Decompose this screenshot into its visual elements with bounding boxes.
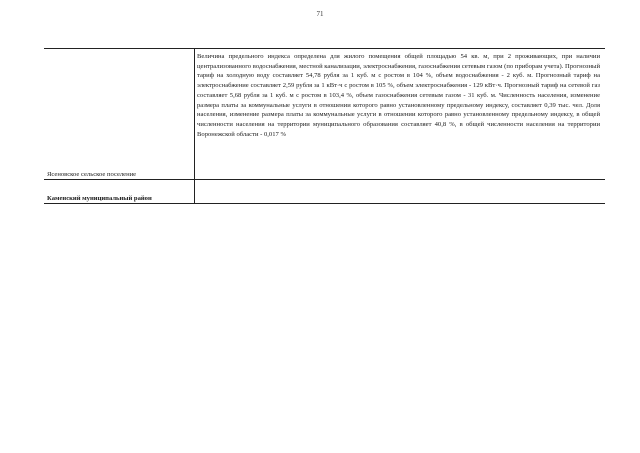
table-bottom-border [44, 203, 605, 204]
page-number: 71 [316, 10, 324, 18]
district-heading: Каменский муниципальный район [47, 195, 152, 202]
settlement-name: Ясеновское сельское поселение [47, 171, 137, 178]
tariff-table [44, 48, 605, 204]
table-top-border [44, 48, 605, 49]
row-separator [44, 179, 605, 180]
column-separator [194, 48, 195, 204]
tariff-description: Величина предельного индекса определена для жилого помещения общей площадью 54 кв. м, при 2 проживающих, при наличии централизованного водоснабжения, местной канализации, электроснабжения, газоснабжения сетевым газом (по приборам учета). Прогнозный тариф на холодную воду составляет 54,78 рубля за 1 куб. м с ростом в 104 %, объем водоснабжения - 2 куб. м. Прогнозный тариф на электроснабжение составляет 2,59 рубля за 1 кВт·ч с ростом в 105 %, объем электроснабжения - 129 кВт·ч. Прогнозный тариф на сетевой газ составляет 5,68 рубля за 1 куб. м с ростом в 103,4 %, объем газоснабжения сетевым газом - 31 куб. м. Численность населения, изменение размера платы за коммунальные услуги в отношении которого равно установленному предельному индексу, составляет 0,39 тыс. чел. Доля населения, изменение размера платы за коммунальные услуги в отношении которого равно установленному предельному индексу, в общей численности населения на территории муниципального образования составляет 40,8 %, в общей численности населения на территории Воронежской области - 0,017 % [197, 53, 600, 138]
